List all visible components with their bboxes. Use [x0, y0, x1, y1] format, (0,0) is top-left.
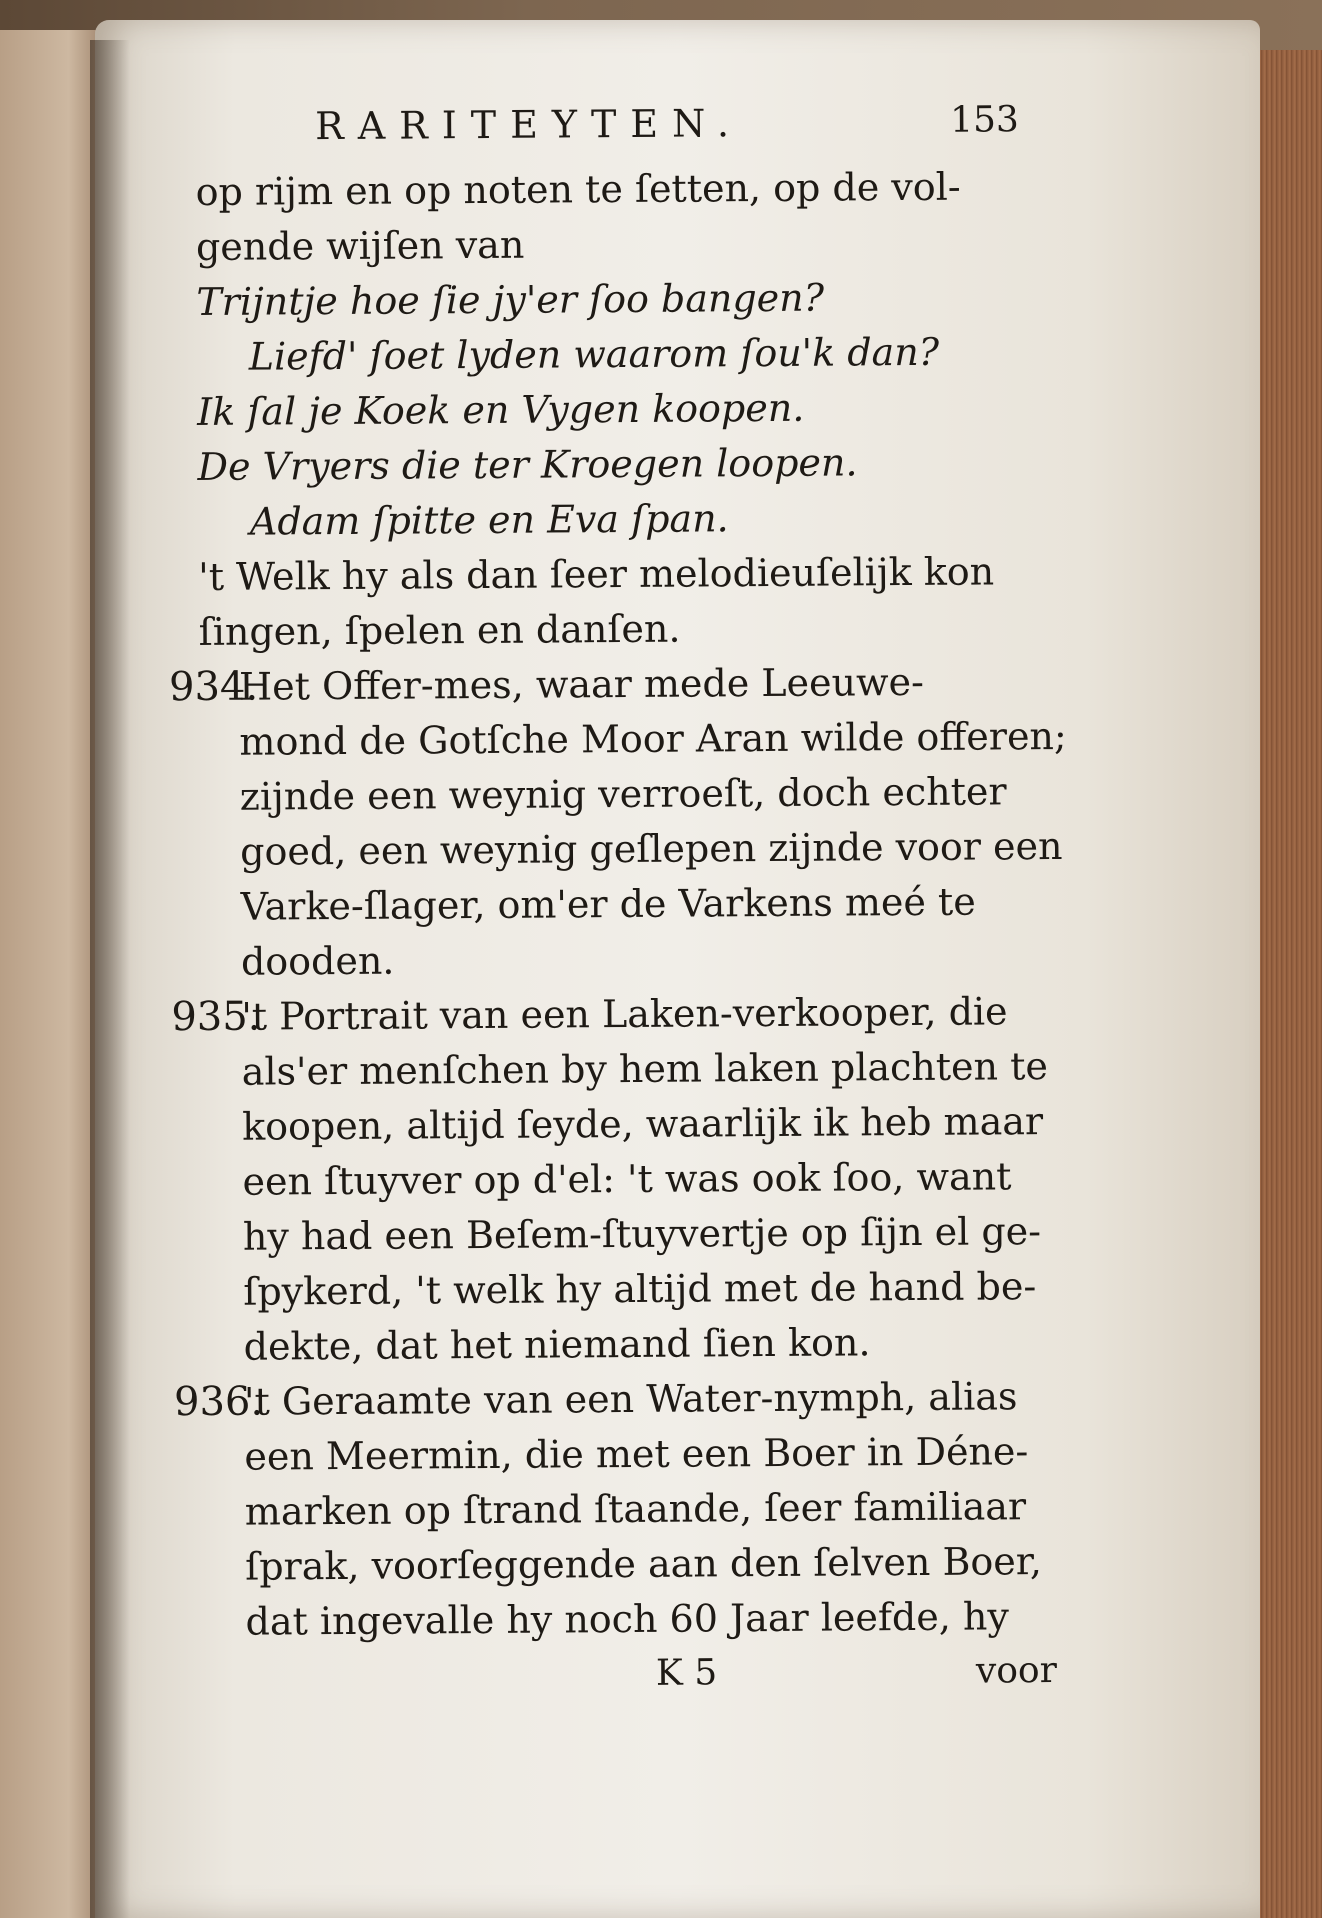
page-footer	[206, 1650, 1066, 1711]
running-head-title: RARITEYTEN.	[314, 101, 744, 149]
entry-line: een ſtuyver op d'el: 't was ook ſoo, want	[242, 1154, 1012, 1204]
spine-shadow	[90, 40, 130, 1918]
song-line: Trijntje hoe ſie jy'er ſoo bangen?	[196, 275, 825, 324]
entry-line: Varke-ſlager, om'er de Varkens meé te	[240, 879, 976, 929]
entry-line: hy had een Beſem-ſtuyvertje op ſijn el ge-	[242, 1209, 1042, 1259]
intro-line: op rijm en op noten te ſetten, op de vol-	[195, 164, 961, 214]
running-head	[195, 99, 1055, 165]
song-line: Liefd' ſoet lyden waarom ſou'k dan?	[248, 329, 940, 379]
entry-936	[173, 1369, 1066, 1650]
entry-line: een Meermin, die met een Boer in Déne-	[244, 1429, 1029, 1479]
entry-line: als'er menſchen by hem laken plachten te	[241, 1044, 1049, 1094]
entry-number: 935.	[171, 993, 261, 1041]
entry-line: dat ingevalle hy noch 60 Jaar leefde, hy	[245, 1594, 1010, 1644]
entry-line: mond de Gotſche Moor Aran wilde offeren;	[239, 713, 1067, 764]
entry-line: 't Geraamte van een Water-nymph, alias	[243, 1374, 1018, 1424]
page-number: 153	[949, 99, 1019, 141]
signature-mark: K 5	[655, 1652, 718, 1694]
left-page-edge	[0, 30, 101, 1918]
catchword: voor	[975, 1650, 1057, 1692]
entry-line: ſprak, voorſeggende aan den ſelven Boer,	[245, 1539, 1042, 1589]
entry-line: koopen, altijd ſeyde, waarlijk ik heb maar	[241, 1099, 1044, 1149]
entry-line: marken op ſtrand ſtaande, ſeer familiaar	[244, 1484, 1027, 1534]
entry-line: ſpykerd, 't welk hy altijd met de hand be-	[243, 1264, 1037, 1314]
entry-line: goed, een weynig geſlepen zijnde voor een	[240, 823, 1063, 874]
page-stack-edge	[1250, 50, 1322, 1918]
entry-935	[171, 984, 1064, 1375]
song-line: Adam ſpitte en Eva ſpan.	[249, 496, 729, 544]
entry-line: dooden.	[240, 938, 395, 984]
entry-number: 934.	[168, 663, 259, 711]
entry-line: Het Offer-mes, waar mede Leeuwe-	[238, 659, 925, 709]
entry-line: zijnde een weynig verroeſt, doch echter	[239, 769, 1007, 819]
entry-934	[168, 654, 1067, 990]
closing-line: ſingen, ſpelen en danſen.	[198, 606, 681, 654]
closing-line: 't Welk hy als dan ſeer melodieuſelijk kon	[198, 549, 995, 599]
song-line: Ik ſal je Koek en Vygen koopen.	[196, 385, 805, 434]
page-text	[168, 99, 1067, 1711]
intro-line: gende wijſen van	[195, 222, 525, 269]
song-line: De Vryers die ter Kroegen loopen.	[197, 440, 858, 489]
entry-line: 't Portrait van een Laken-verkooper, die	[241, 989, 1008, 1039]
entry-line: dekte, dat het niemand ſien kon.	[243, 1320, 871, 1369]
entry-number: 936.	[173, 1378, 264, 1426]
